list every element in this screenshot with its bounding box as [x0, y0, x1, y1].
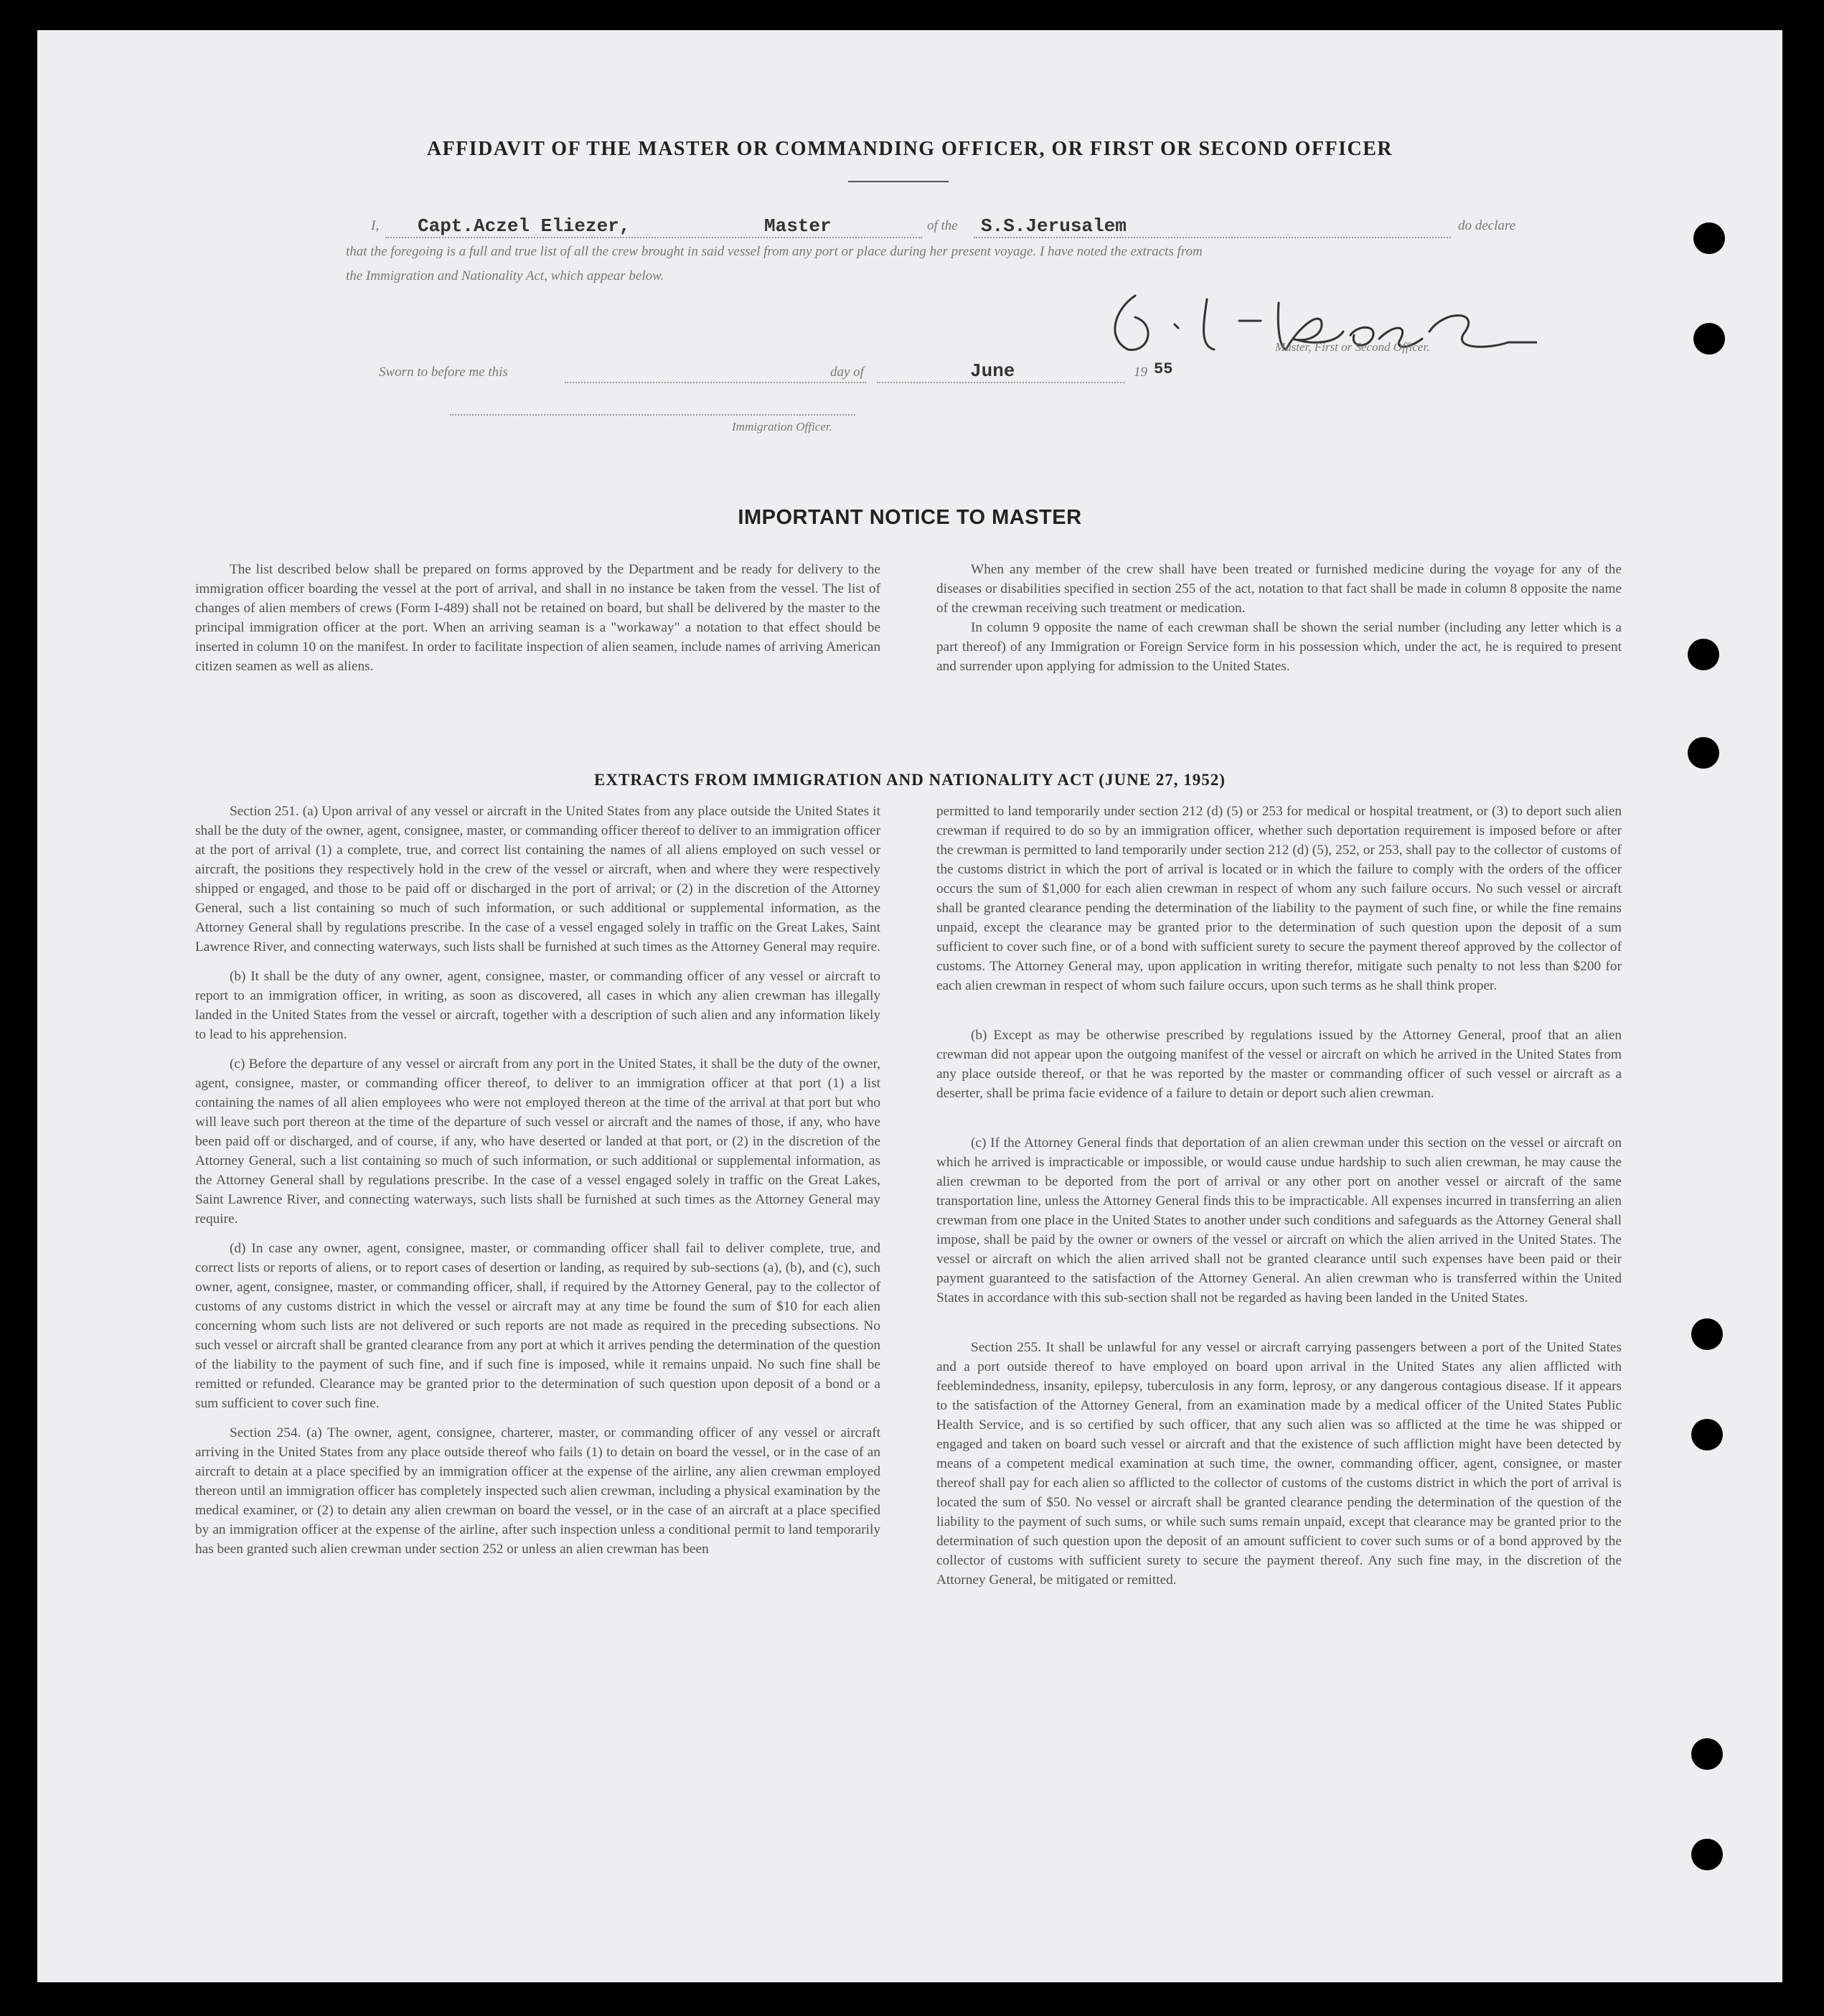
- document-page: [37, 30, 1782, 1982]
- section-254-c: (c) If the Attorney General finds that deportation of an alien crewman under this section on the vessel or aircraft on which he arrived is impracticable or impossible, or would cause undue hardship to such alien crewman, he may cause the alien crewman to be deported from the port of arrival or any other port on another vessel or aircraft of the same transportation line, unless the Attorney General finds this to be impracticable. All expenses incurred in transferring an alien crewman from one place in the United States to another under such conditions and safeguards as the Attorney General shall impose, shall be paid by the owner or owners of the vessel or aircraft on which the alien arrived in the United States. The vessel or aircraft on which the alien arrived shall not be granted clearance until such expenses have been paid or their payment guaranteed to the satisfaction of the Attorney General. An alien crewman who is transferred within the United States in accordance with this sub-section shall not be regarded as having been landed in the United States.: [936, 1135, 1622, 1305]
- officer-signature-line: [450, 414, 855, 416]
- punch-hole: [1691, 1318, 1723, 1350]
- extracts-right-column: [936, 802, 1622, 1600]
- extracts-title: EXTRACTS FROM IMMIGRATION AND NATIONALITY ACT (JUNE 27, 1952): [594, 771, 1226, 789]
- sworn-day-line: [565, 382, 866, 383]
- name-line: [385, 237, 922, 238]
- title-underline: [848, 181, 949, 182]
- affidavit-title: AFFIDAVIT OF THE MASTER OR COMMANDING OFFICER, OR FIRST OR SECOND OFFICER: [426, 138, 1393, 160]
- section-254-b: (b) Except as may be otherwise prescribed by regulations issued by the Attorney General, proof that an alien crewman did not appear upon the outgoing manifest of the vessel or aircraft on which he arrived in the United States from any place outside thereof, or that he was reported by the master or commanding officer of such vessel or aircraft as a deserter, shall be prima facie evidence of a failure to detain or deport such alien crewman.: [936, 1028, 1622, 1101]
- section-254-a: Section 254. (a) The owner, agent, consignee, charterer, master, or commanding officer of any vessel or aircraft arriving in the United States from any place outside thereof who fails (1) to detain on board the vessel, or in the case of an aircraft to detain at a place specified by an immigration officer at the expense of the airline, any alien crewman employed thereon until an immigration officer has completely inspected such alien crewman, including a physical examination by the medical examiner, or (2) to detain any alien crewman on board the vessel, or in the case of an aircraft at a place specified by an immigration officer at the expense of the airline, after such inspection unless a conditional permit to land temporarily has been granted such alien crewman under section 252 or unless an alien crewman has been: [195, 1425, 880, 1557]
- punch-hole: [1691, 1839, 1723, 1870]
- signature-caption: Master, First or Second Officer.: [1275, 340, 1430, 354]
- punch-hole: [1688, 639, 1719, 670]
- notice-right-paragraph-2: In column 9 opposite the name of each crewman shall be shown the serial number (including any letter which is a part thereof) of any Immigration or Foreign Service form in his possession which, under the act, he is required to present and surrender upon applying for admission to the United States.: [936, 620, 1622, 674]
- notice-left-column: [195, 560, 880, 686]
- month-line: [877, 382, 1124, 383]
- of-the-label: of the: [927, 218, 958, 233]
- section-255: Section 255. It shall be unlawful for any vessel or aircraft carrying passengers between a port of the United States and a port outside thereof to have employed on board upon arrival in the United States any alien afflicted with feeblemindedness, insanity, epilepsy, tuberculosis in any form, leprosy, or any dangerous contagious disease. If it appears to the satisfaction of the Attorney General, from an examination made by a medical officer of the United States Public Health Service, and is so certified by such officer, that any such alien was so afflicted at the time he was shipped or engaged and taken on board such vessel or aircraft and that the existence of such affliction might have been detected by means of a competent medical examination at such time, the owner, commanding officer, agent, consignee, or master thereof shall pay for each alien so afflicted to the collector of customs of the customs district in which the port of arrival is located the sum of $50. No vessel or aircraft shall be granted clearance pending the determination of the question of the liability to the payment of such sums, or while such sums remain unpaid, except that clearance may be granted prior to the determination of such question upon the deposit of an amount sufficient to cover such sums or of a bond approved by the collector of customs with sufficient surety to secure the payment thereof. Any such fine may, in the discretion of the Attorney General, be mitigated or remitted.: [936, 1340, 1622, 1588]
- master-name: Capt.Aczel Eliezer,: [418, 215, 631, 237]
- notice-right-column: [936, 560, 1622, 686]
- immigration-officer-caption: Immigration Officer.: [732, 420, 832, 433]
- sworn-month: June: [970, 360, 1015, 382]
- punch-hole: [1693, 323, 1725, 355]
- sworn-label: Sworn to before me this: [379, 365, 508, 380]
- declaration-line-1: that the foregoing is a full and true list of all the crew brought in said vessel from any port or place during her present voyage. I have noted the extracts from: [346, 244, 1203, 259]
- notice-title: IMPORTANT NOTICE TO MASTER: [738, 506, 1082, 529]
- notice-left-paragraph: The list described below shall be prepared on forms approved by the Department and be ready for delivery to the immigration officer boarding the vessel at the port of arrival, and shall in no instance be taken from the vessel. The list of changes of alien members of crews (Form I-489) shall not be retained on board, but shall be delivered by the master to the principal immigration officer at the port. When an arriving seaman is a "workaway" a notation to that effect should be inserted in column 10 on the manifest. In order to facilitate inspection of alien seamen, include names of arriving American citizen seamen as well as aliens.: [195, 562, 880, 674]
- punch-hole: [1688, 737, 1719, 769]
- do-declare-label: do declare: [1458, 218, 1516, 233]
- vessel-line: [974, 237, 1451, 238]
- section-251-a: Section 251. (a) Upon arrival of any vessel or aircraft in the United States from any place outside the United States it shall be the duty of the owner, agent, consignee, master, or commanding officer thereof to deliver to an immigration officer at the port of arrival (1) a complete, true, and correct list containing the names of all aliens employed on such vessel or aircraft, the positions they respectively hold in the crew of the vessel or aircraft, when and where they were respectively shipped or engaged, and those to be paid off or discharged in the port of arrival; or (2) in the discretion of the Attorney General, such a list containing so much of such information, or such additional or supplemental information, as the Attorney General shall by regulations prescribe. In the case of a vessel engaged solely in traffic on the Great Lakes, Saint Lawrence River, and connecting waterways, such lists shall be furnished at such times as the Attorney General may require.: [195, 804, 880, 955]
- section-251-c: (c) Before the departure of any vessel or aircraft from any port in the United States, it shall be the duty of the owner, agent, consignee, master, or commanding officer thereof, to deliver to an immigration officer at that port (1) a list containing the names of all alien employees who were not employed thereon at the time of the arrival at that port but who will leave such port thereon at the time of the departure of such vessel or aircraft and the names of those, if any, who have been paid off or discharged, and of course, if any, who have deserted or landed at that port, or (2) in the discretion of the Attorney General, such a list containing so much of such information, or such additional or supplemental information, as the Attorney General shall by regulations prescribe. In the case of a vessel engaged solely in traffic on the Great Lakes, Saint Lawrence River, and connecting waterways, such lists shall be furnished at such times as the Attorney General may require.: [195, 1056, 880, 1227]
- declaration-line-2: the Immigration and Nationality Act, which appear below.: [346, 268, 664, 283]
- notice-right-paragraph-1: When any member of the crew shall have been treated or furnished medicine during the voyage for any of the diseases or disabilities specified in section 255 of the act, notation to that fact shall be made in column 8 opposite the name of the crewman receiving such treatment or medication.: [936, 562, 1622, 616]
- section-254-a-continued: permitted to land temporarily under section 212 (d) (5) or 253 for medical or hospital treatment, or (3) to deport such alien crewman if required to do so by an immigration officer, whether such deportation requirement is imposed before or after the crewman is permitted to land temporarily under section 212 (d) (5), 252, or 253, shall pay to the collector of customs of the customs district in which the port of arrival is located or in which the failure to comply with the orders of the officer occurs the sum of $1,000 for each alien crewman in respect of whom any such failure occurs. No such vessel or aircraft shall be granted clearance pending the determination of the liability to the payment of such fine, or while the fine remains unpaid, except the clearance may be granted prior to the determination of such question upon the deposit of a sum sufficient to cover such fine, or of a bond with sufficient surety to secure the payment thereof approved by the collector of customs. The Attorney General may, upon application in writing therefor, mitigate such penalty to not less than $200 for each alien crewman in respect of whom such failure occurs, upon such terms as he shall think proper.: [936, 804, 1622, 993]
- punch-hole: [1693, 222, 1725, 254]
- i-label: I,: [371, 218, 380, 233]
- master-rank: Master: [764, 215, 832, 237]
- day-of-label: day of: [830, 365, 864, 380]
- section-251-b: (b) It shall be the duty of any owner, agent, consignee, master, or commanding officer of any vessel or aircraft to report to an immigration officer, in writing, as soon as discovered, all cases in which any alien crewman has illegally landed in the United States from the vessel or aircraft, together with a description of such alien and any information likely to lead to his apprehension.: [195, 969, 880, 1042]
- year-suffix: 55: [1154, 360, 1173, 378]
- vessel-name: S.S.Jerusalem: [981, 215, 1127, 237]
- year-prefix: 19: [1134, 365, 1147, 380]
- punch-hole: [1691, 1419, 1723, 1450]
- extracts-left-column: [195, 802, 880, 1569]
- punch-hole: [1691, 1738, 1723, 1770]
- section-251-d: (d) In case any owner, agent, consignee, master, or commanding officer shall fail to deliver complete, true, and correct lists or reports of aliens, or to report cases of desertion or landing, as required by sub-sections (a), (b), and (c), such owner, agent, consignee, master, or commanding officer, shall, if required by the Attorney General, pay to the collector of customs of any customs district in which the vessel or aircraft may at any time be found the sum of $10 for each alien concerning whom such lists are not delivered or such reports are not made as required in the preceding subsections. No such vessel or aircraft shall be granted clearance from any port at which it arrives pending the determination of the question of the liability to the payment of such fine, and if such fine is imposed, while it remains unpaid. No such fine shall be remitted or refunded. Clearance may be granted prior to the determination of such question upon deposit of a bond or a sum sufficient to cover such fine.: [195, 1241, 880, 1411]
